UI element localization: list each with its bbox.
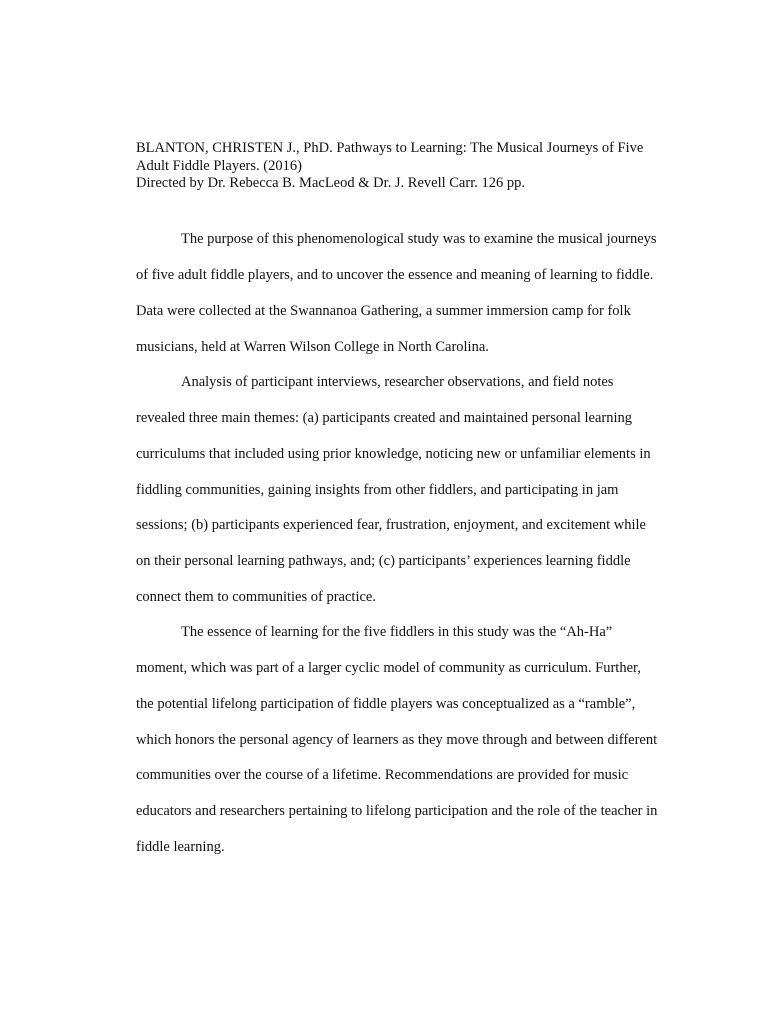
citation-header xyxy=(136,140,696,193)
abstract-line: musicians, held at Warren Wilson College in North Carolina. xyxy=(136,339,489,355)
abstract-line: moment, which was part of a larger cyclic model of community as curriculum. Further, xyxy=(136,660,641,676)
abstract-line: sessions; (b) participants experienced fear, frustration, enjoyment, and excitement while xyxy=(136,517,646,533)
abstract-line: revealed three main themes: (a) participants created and maintained personal learning xyxy=(136,410,632,426)
abstract-line: Analysis of participant interviews, researcher observations, and field notes xyxy=(181,374,614,390)
abstract-line: curriculums that included using prior knowledge, noticing new or unfamiliar elements in xyxy=(136,446,651,462)
abstract-line: the potential lifelong participation of fiddle players was conceptualized as a “ramble”, xyxy=(136,696,636,712)
abstract-line: of five adult fiddle players, and to uncover the essence and meaning of learning to fiddle. xyxy=(136,267,654,283)
abstract-line: fiddle learning. xyxy=(136,839,225,855)
abstract-line: fiddling communities, gaining insights from other fiddlers, and participating in jam xyxy=(136,482,619,498)
abstract-line: The essence of learning for the five fiddlers in this study was the “Ah-Ha” xyxy=(181,624,613,640)
citation-line-title: BLANTON, CHRISTEN J., PhD. Pathways to Learning: The Musical Journeys of Five xyxy=(136,140,644,156)
abstract-line: educators and researchers pertaining to lifelong participation and the role of the teacher in xyxy=(136,803,658,819)
abstract-line: connect them to communities of practice. xyxy=(136,589,376,605)
abstract-line: which honors the personal agency of learners as they move through and between different xyxy=(136,732,658,748)
citation-line-directors: Directed by Dr. Rebecca B. MacLeod & Dr. J. Revell Carr. 126 pp. xyxy=(136,175,525,191)
abstract-line: communities over the course of a lifetime. Recommendations are provided for music xyxy=(136,767,629,783)
abstract-line: on their personal learning pathways, and; (c) participants’ experiences learning fiddle xyxy=(136,553,631,569)
citation-line-year: Adult Fiddle Players. (2016) xyxy=(136,157,302,174)
abstract-line: The purpose of this phenomenological study was to examine the musical journeys xyxy=(181,231,657,247)
abstract-line: Data were collected at the Swannanoa Gathering, a summer immersion camp for folk xyxy=(136,303,631,319)
